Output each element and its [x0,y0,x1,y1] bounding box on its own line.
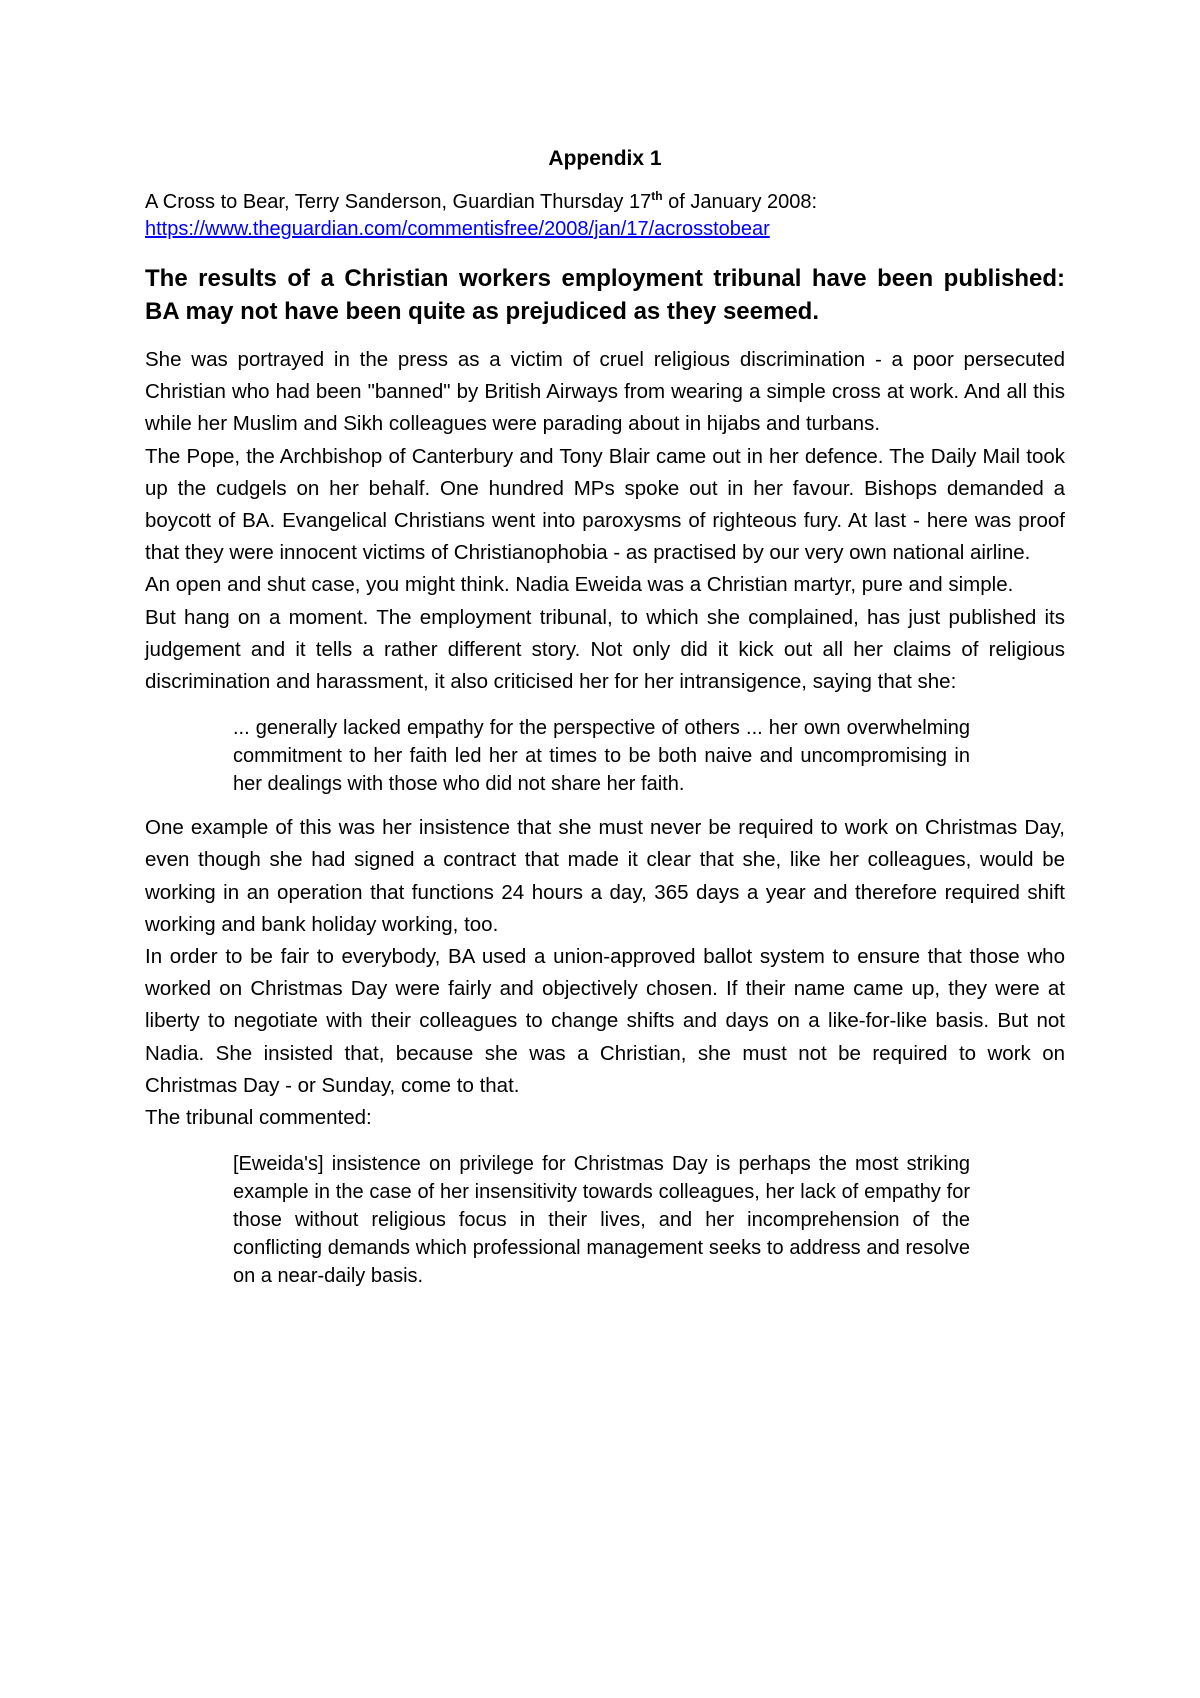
source-citation-superscript: th [651,189,663,203]
appendix-title: Appendix 1 [548,147,662,170]
tribunal-quote-2: [Eweida's] insistence on privilege for Christmas Day is perhaps the most striking example in the case of her insensitivity towards colleagues, her lack of empathy for those without religious focus in their lives, and her incomprehension of the conflicting demands which professional management seeks to address and resolve on a near-daily basis. [233,1153,970,1288]
source-citation-suffix: of January 2008: [662,191,818,213]
source-citation-prefix: A Cross to Bear, Terry Sanderson, Guardian Thursday 17 [145,191,652,213]
article-headline: The results of a Christian workers employment tribunal have been published: BA may not have been quite as prejudiced as they seemed. [145,265,1065,325]
body-paragraph: In order to be fair to everybody, BA used a union-approved ballot system to ensure that those who worked on Christmas Day were fairly and objectively chosen. If their name came up, they were at liberty to negotiate with their colleagues to change shifts and days on a like-for-like basis. But not Nadia. She insisted that, because she was a Christian, she must not be required to work on Christmas Day - or Sunday, come to that. [145,945,1065,1097]
source-citation [145,189,1065,216]
body-paragraph: One example of this was her insistence that she must never be required to work on Christmas Day, even though she had signed a contract that made it clear that she, like her colleagues, would be working in an operation that functions 24 hours a day, 365 days a year and therefore required shift working and bank holiday working, too. [145,816,1065,936]
source-url-link[interactable]: https://www.theguardian.com/commentisfree/2008/jan/17/acrosstobear [145,218,770,240]
body-paragraph: The Pope, the Archbishop of Canterbury and Tony Blair came out in her defence. The Daily Mail took up the cudgels on her behalf. One hundred MPs spoke out in her favour. Bishops demanded a boycott of BA. Evangelical Christians went into paroxysms of righteous fury. At last - here was proof that they were innocent victims of Christianophobia - as practised by our very own national airline. [145,444,1065,565]
body-paragraph: An open and shut case, you might think. Nadia Eweida was a Christian martyr, pure and simple. [145,573,1014,597]
body-paragraph: But hang on a moment. The employment tribunal, to which she complained, has just published its judgement and it tells a rather different story. Not only did it kick out all her claims of religious discrimination and harassment, it also criticised her for her intransigence, saying that she: [145,605,1065,694]
body-paragraph: The tribunal commented: [145,1106,372,1130]
document-content [145,143,1065,1304]
body-paragraph: She was portrayed in the press as a victim of cruel religious discrimination - a poor persecuted Christian who had been "banned" by British Airways from wearing a simple cross at work. And all this while her Muslim and Sikh colleagues were parading about in hijabs and turbans. [145,348,1065,436]
tribunal-quote-1: ... generally lacked empathy for the perspective of others ... her own overwhelming commitment to her faith led her at times to be both naive and uncompromising in her dealings with those who did not share her faith. [233,717,970,796]
